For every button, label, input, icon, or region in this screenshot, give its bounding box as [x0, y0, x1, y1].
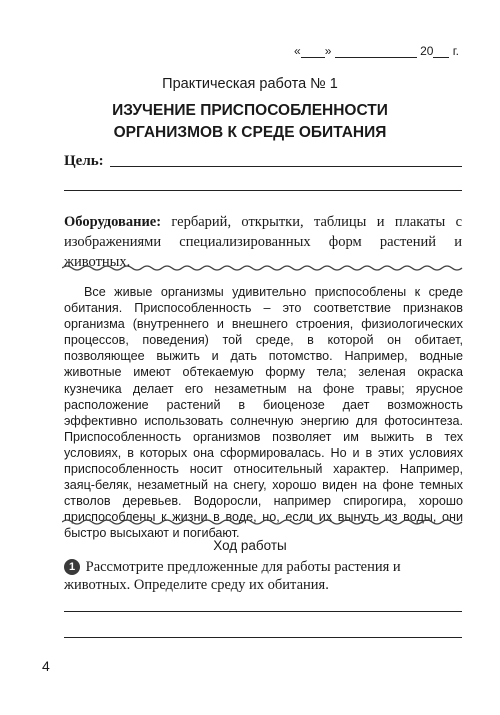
intro-paragraph: Все живые организмы удивительно приспособлены к среде обитания. Приспособленность – это соответствие признаков организма (внутреннего и внешнего строения, физиологических процессов, поведения) той среде, в которой он обитает, позволяющее выжить и дать потомство. Например, водные животные имеют обтекаемую форму тела; зеленая окраска кузнечика делает его незаметным на фоне травы; ярусное расположение растений в биоценозе дает возможность эффективно использовать солнечную энергию для фотосинтеза. Приспособленность организмов позволяет им выжить в тех условиях, в которых она сформировалась. Но и в этих условиях приспособленность носит относительный характер. Например, заяц-беляк, незаметный на снегу, хорошо виден на фоне темных стволов деревьев. Водоросли, например спирогира, хорошо приспособлены к жизни в воде, но, если их вынуть из воды, они быстро высыхают и погибают. — [64, 285, 463, 541]
year-blank[interactable] — [433, 46, 449, 58]
task-1 — [64, 558, 464, 594]
answer-line-2[interactable] — [64, 637, 462, 638]
work-heading: Ход работы — [213, 538, 287, 553]
task-number-badge: 1 — [64, 559, 80, 575]
goal-label: Цель: — [64, 153, 104, 169]
goal-field[interactable] — [64, 150, 462, 170]
year-prefix: 20 — [420, 44, 434, 58]
answer-line-1[interactable] — [64, 611, 462, 612]
title-line-2: ОРГАНИЗМОВ К СРЕДЕ ОБИТАНИЯ — [113, 124, 387, 141]
title-line-1: ИЗУЧЕНИЕ ПРИСПОСОБЛЕННОСТИ — [112, 102, 388, 119]
month-blank[interactable] — [335, 46, 417, 58]
goal-answer-line-2[interactable] — [64, 190, 462, 191]
practical-work-subtitle: Практическая работа № 1 — [162, 76, 338, 92]
goal-answer-line-1[interactable] — [110, 166, 462, 167]
wavy-divider-top — [62, 263, 464, 273]
date-close-quote: » — [324, 44, 332, 58]
page-number: 4 — [42, 658, 50, 674]
equipment-text: гербарий, открытки, таблицы и плакаты с изображениями специализированных форм растений и животных. — [64, 214, 463, 270]
intro-text — [64, 284, 463, 542]
date-open-quote: « — [294, 44, 301, 58]
equipment-label: Оборудование: — [64, 214, 162, 230]
date-line — [294, 44, 474, 60]
year-suffix: г. — [452, 44, 460, 58]
task-1-text: Рассмотрите предложенные для работы растения и животных. Определите среду их обитания. — [64, 559, 401, 593]
wavy-divider-bottom — [62, 517, 464, 527]
day-blank[interactable] — [301, 46, 325, 58]
page-title — [0, 100, 500, 144]
